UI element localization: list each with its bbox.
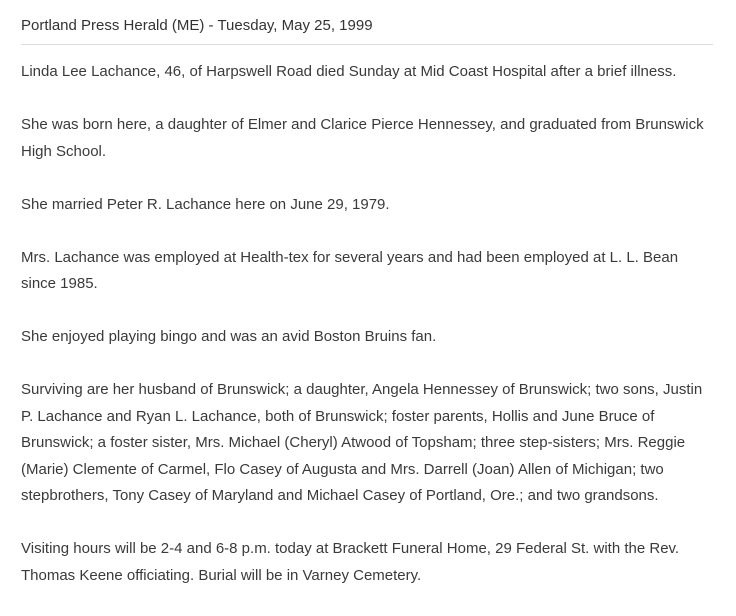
paragraph-2: She was born here, a daughter of Elmer and Clarice Pierce Hennessey, and graduated from Brunswick High School.	[21, 116, 704, 160]
paragraph-6: Surviving are her husband of Brunswick; a daughter, Angela Hennessey of Brunswick; two sons, Justin P. Lachance and Ryan L. Lachance, both of Brunswick; foster parents, Hollis and June Bruce of Brunswick; a foster sister, Mrs. Michael (Cheryl) Atwood of Topsham; three step-sisters; Mrs. Reggie (Marie) Clemente of Carmel, Flo Casey of Augusta and Mrs. Darrell (Joan) Allen of Michigan; two stepbrothers, Tony Casey of Maryland and Michael Casey of Portland, Ore.; and two grandsons.	[21, 381, 703, 504]
paragraph-4: Mrs. Lachance was employed at Health-tex for several years and had been employed at L. L. Bean since 1985.	[21, 248, 679, 292]
source-line: Portland Press Herald (ME) - Tuesday, May 25, 1999	[21, 17, 373, 34]
obituary-article	[21, 0, 715, 616]
article-body	[21, 45, 715, 589]
paragraph-1: Linda Lee Lachance, 46, of Harpswell Road died Sunday at Mid Coast Hospital after a brief illness.	[21, 63, 677, 80]
paragraph-5: She enjoyed playing bingo and was an avid Boston Bruins fan.	[21, 328, 437, 345]
paragraph-3: She married Peter R. Lachance here on June 29, 1979.	[21, 195, 390, 213]
paragraph-7: Visiting hours will be 2-4 and 6-8 p.m. today at Brackett Funeral Home, 29 Federal St. with the Rev. Thomas Keene officiating. Burial will be in Varney Cemetery.	[21, 540, 680, 584]
